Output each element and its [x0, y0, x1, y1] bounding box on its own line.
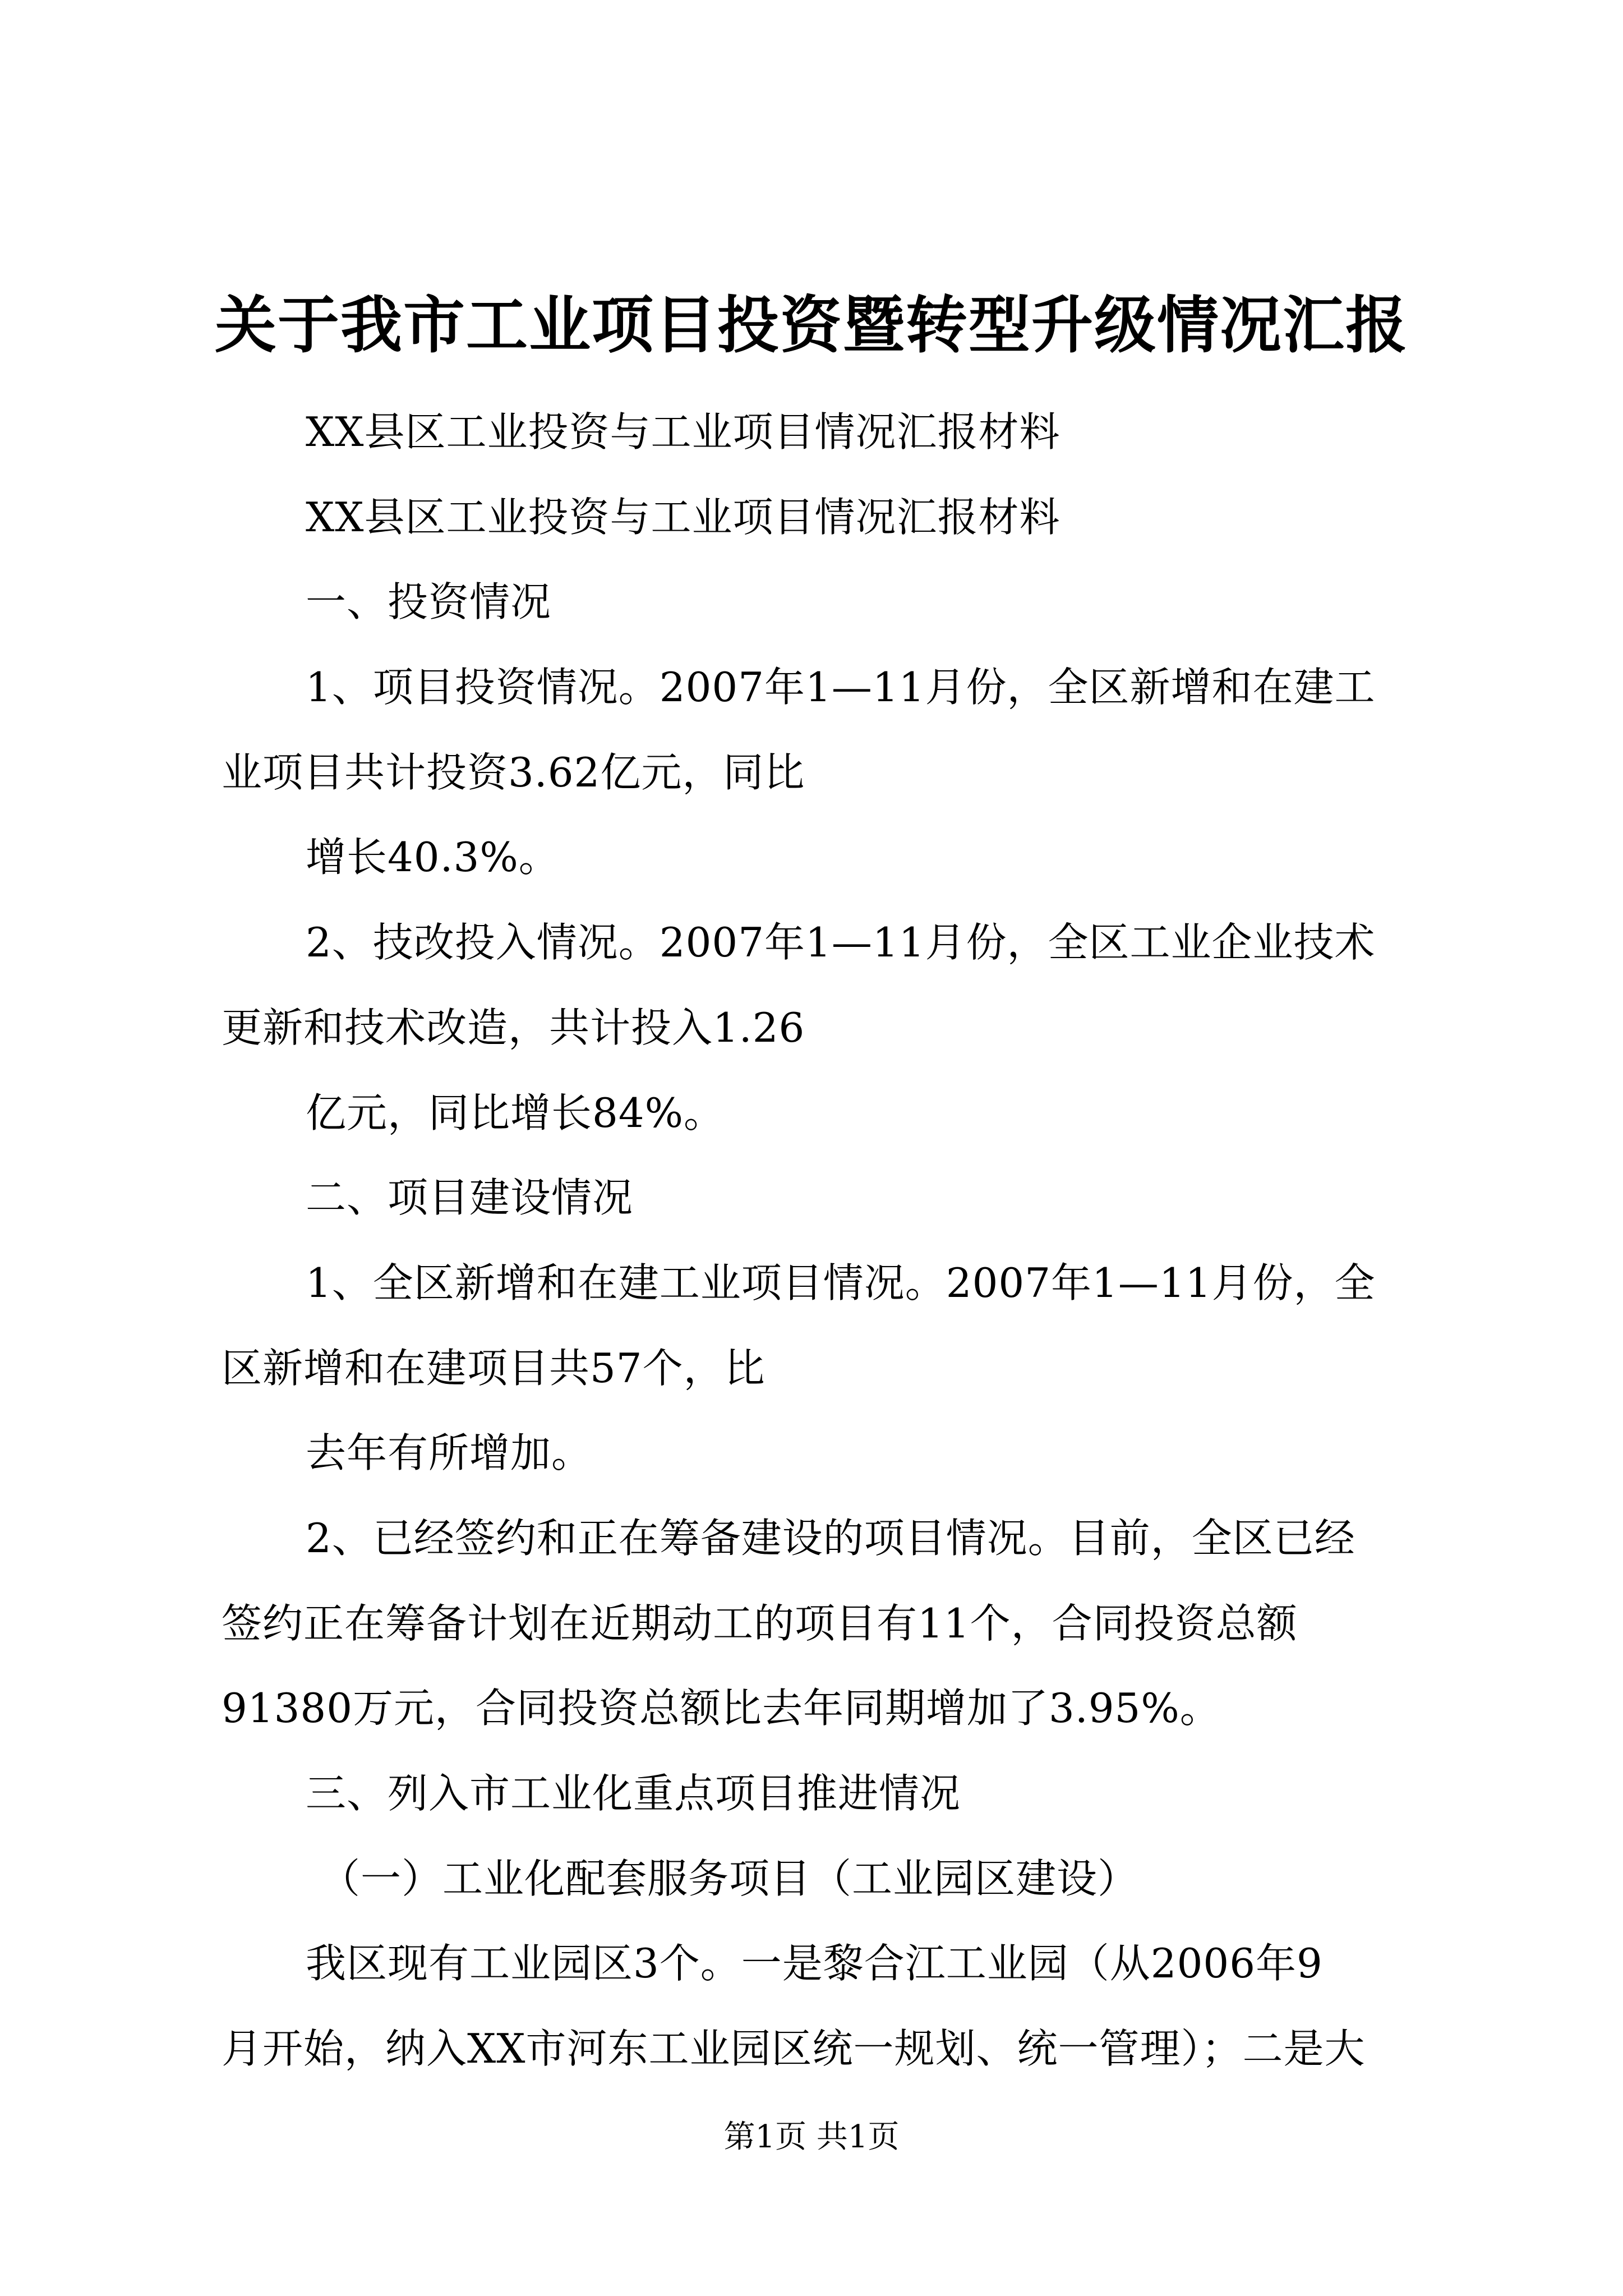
section-heading: 二、项目建设情况	[306, 1174, 634, 1222]
paragraph-line: 2、已经签约和正在筹备建设的项目情况。目前，全区已经	[306, 1514, 1355, 1562]
section-heading: 三、列入市工业化重点项目推进情况	[306, 1770, 961, 1817]
paragraph-line: 更新和技术改造，共计投入1.26	[222, 1004, 805, 1051]
paragraph-line: 增长40.3%。	[306, 834, 560, 881]
paragraph-line: 签约正在筹备计划在近期动工的项目有11个，合同投资总额	[222, 1599, 1298, 1647]
paragraph-line: 业项目共计投资3.62亿元，同比	[222, 748, 805, 796]
document-body	[222, 390, 1427, 2092]
paragraph-line: 2、技改投入情况。2007年1—11月份，全区工业企业技术	[306, 919, 1376, 967]
paragraph-line: 区新增和在建项目共57个，比	[222, 1344, 766, 1392]
paragraph-line: XX县区工业投资与工业项目情况汇报材料	[306, 408, 1061, 455]
paragraph-line: 去年有所增加。	[306, 1429, 593, 1477]
section-heading: 一、投资情况	[306, 578, 552, 626]
paragraph-line: 91380万元，合同投资总额比去年同期增加了3.95%。	[222, 1685, 1221, 1732]
document-title: 关于我市工业项目投资暨转型升级情况汇报	[215, 289, 1408, 361]
paragraph-line: XX县区工业投资与工业项目情况汇报材料	[306, 493, 1061, 541]
subsection-heading: （一）工业化配套服务项目（工业园区建设）	[320, 1855, 1139, 1902]
paragraph-line: 亿元，同比增长84%。	[306, 1089, 725, 1137]
paragraph-line: 1、项目投资情况。2007年1—11月份，全区新增和在建工	[306, 664, 1376, 711]
page-footer: 第1页 共1页	[723, 2119, 900, 2155]
paragraph-line: 月开始，纳入XX市河东工业园区统一规划、统一管理）；二是大	[222, 2025, 1366, 2073]
paragraph-line: 1、全区新增和在建工业项目情况。2007年1—11月份，全	[306, 1259, 1376, 1306]
paragraph-line: 我区现有工业园区3个。一是黎合江工业园（从2006年9	[306, 1940, 1323, 1987]
